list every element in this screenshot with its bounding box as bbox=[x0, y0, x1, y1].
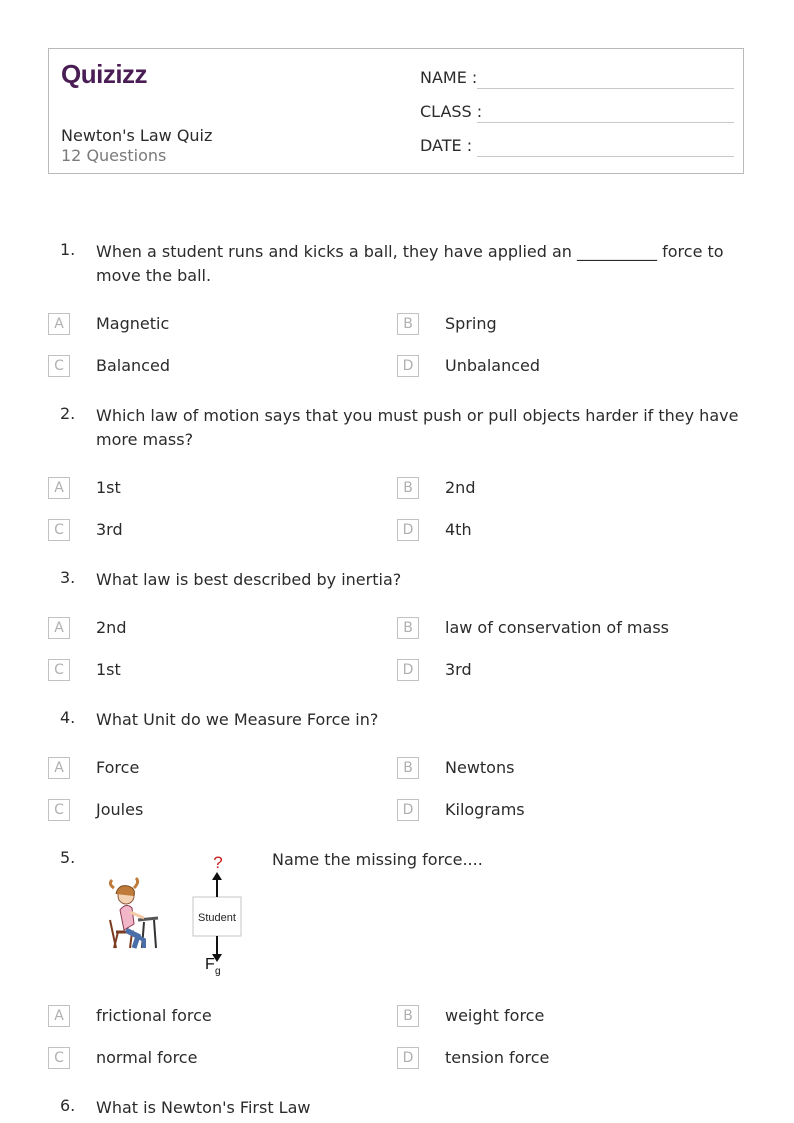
question-text: What law is best described by inertia? bbox=[96, 570, 402, 589]
name-label: NAME : bbox=[420, 68, 478, 87]
option-text: Force bbox=[96, 758, 140, 777]
option-letter-box[interactable]: A bbox=[48, 617, 70, 639]
option-letter-box[interactable]: D bbox=[397, 1047, 419, 1069]
option-letter-box[interactable]: A bbox=[48, 477, 70, 499]
class-label: CLASS : bbox=[420, 102, 483, 121]
date-field[interactable] bbox=[420, 136, 734, 158]
question-number: 4. bbox=[60, 708, 76, 727]
question-number: 1. bbox=[60, 240, 76, 259]
question-number: 2. bbox=[60, 404, 76, 423]
option-letter-box[interactable]: C bbox=[48, 1047, 70, 1069]
option-letter-box[interactable]: D bbox=[397, 799, 419, 821]
gravity-force-label: F bbox=[205, 956, 215, 973]
date-line[interactable] bbox=[477, 156, 734, 157]
option-letter-box[interactable]: B bbox=[397, 477, 419, 499]
option-text: 2nd bbox=[445, 478, 476, 497]
option-letter-box[interactable]: D bbox=[397, 659, 419, 681]
option-letter-box[interactable]: B bbox=[397, 617, 419, 639]
option-text: Spring bbox=[445, 314, 497, 333]
question-number: 6. bbox=[60, 1096, 76, 1115]
worksheet-header bbox=[48, 48, 744, 174]
class-field[interactable] bbox=[420, 102, 734, 124]
free-body-diagram-svg bbox=[104, 852, 254, 982]
option-text: Balanced bbox=[96, 356, 170, 375]
option-text: law of conservation of mass bbox=[445, 618, 669, 637]
option-text: 1st bbox=[96, 660, 121, 679]
question-text: Name the missing force.... bbox=[272, 850, 483, 869]
option-text: 1st bbox=[96, 478, 121, 497]
question-count: 12 Questions bbox=[61, 146, 167, 165]
option-letter-box[interactable]: B bbox=[397, 757, 419, 779]
question-text: Which law of motion says that you must push or pull objects harder if they have more mass? bbox=[96, 406, 739, 449]
option-letter-box[interactable]: C bbox=[48, 799, 70, 821]
option-text: Magnetic bbox=[96, 314, 170, 333]
option-text: Unbalanced bbox=[445, 356, 540, 375]
name-line[interactable] bbox=[477, 88, 734, 89]
question-text: When a student runs and kicks a ball, they have applied an __________ force to move the ball. bbox=[96, 242, 724, 285]
class-line[interactable] bbox=[477, 122, 734, 123]
date-label: DATE : bbox=[420, 136, 473, 155]
student-illustration bbox=[110, 878, 158, 948]
option-text: normal force bbox=[96, 1048, 198, 1067]
up-arrow-head bbox=[212, 872, 222, 880]
option-text: Kilograms bbox=[445, 800, 525, 819]
option-text: weight force bbox=[445, 1006, 545, 1025]
option-text: 4th bbox=[445, 520, 472, 539]
option-text: tension force bbox=[445, 1048, 550, 1067]
option-letter-box[interactable]: C bbox=[48, 355, 70, 377]
question-number: 3. bbox=[60, 568, 76, 587]
option-letter-box[interactable]: A bbox=[48, 313, 70, 335]
free-body-diagram bbox=[104, 852, 254, 982]
missing-force-mark: ? bbox=[213, 853, 223, 872]
name-field[interactable] bbox=[420, 68, 734, 90]
option-letter-box[interactable]: D bbox=[397, 519, 419, 541]
option-letter-box[interactable]: A bbox=[48, 757, 70, 779]
option-letter-box[interactable]: C bbox=[48, 659, 70, 681]
option-text: 2nd bbox=[96, 618, 127, 637]
option-text: Joules bbox=[96, 800, 144, 819]
question-text: What Unit do we Measure Force in? bbox=[96, 710, 379, 729]
option-text: frictional force bbox=[96, 1006, 212, 1025]
option-letter-box[interactable]: B bbox=[397, 313, 419, 335]
gravity-force-subscript: g bbox=[215, 966, 221, 977]
quizizz-logo: Quizizz bbox=[61, 59, 148, 89]
option-text: 3rd bbox=[96, 520, 123, 539]
option-letter-box[interactable]: D bbox=[397, 355, 419, 377]
option-text: Newtons bbox=[445, 758, 515, 777]
student-box-label: Student bbox=[198, 912, 236, 924]
quiz-title: Newton's Law Quiz bbox=[61, 126, 213, 145]
option-letter-box[interactable]: A bbox=[48, 1005, 70, 1027]
question-number: 5. bbox=[60, 848, 76, 867]
option-text: 3rd bbox=[445, 660, 472, 679]
option-letter-box[interactable]: B bbox=[397, 1005, 419, 1027]
option-letter-box[interactable]: C bbox=[48, 519, 70, 541]
question-text: What is Newton's First Law bbox=[96, 1098, 311, 1117]
